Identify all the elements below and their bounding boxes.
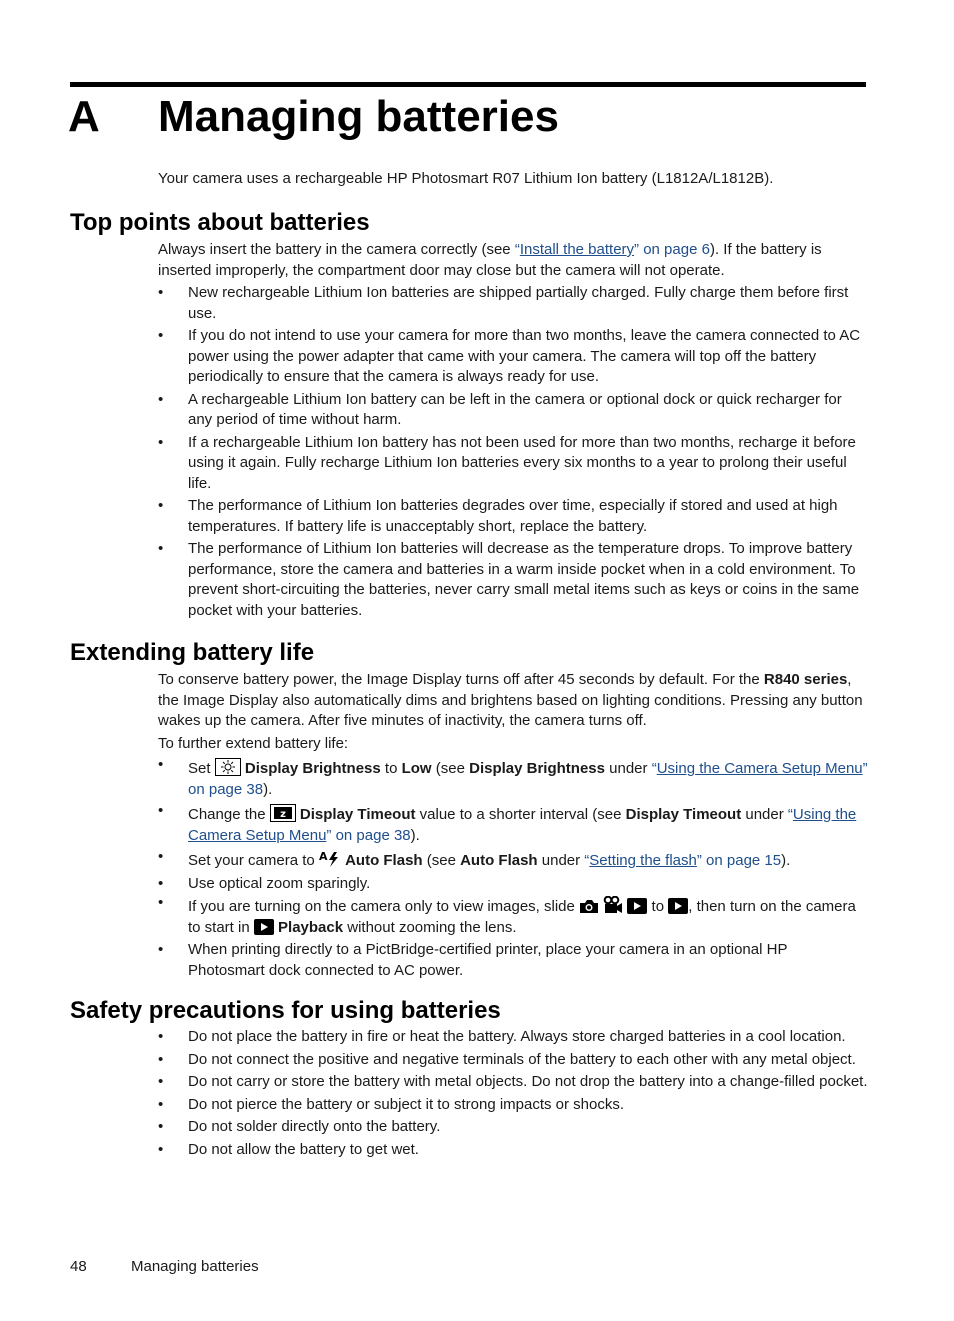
chapter-letter: A [68, 92, 100, 141]
list-item: • Set your camera to A Auto Flash (see Auto Flash under “Setting the flash” on page 15). [158, 850, 868, 872]
list-item: • If a rechargeable Lithium Ion battery has not been used for more than two months, recharge it before using it again. Fully recharge Lithium Ion batteries every six months to a year to prolong their useful life. [158, 433, 868, 495]
list-item: • Set Display Brightness to Low (see Display Brightness under “Using the Camera Setup Menu” on page 38). [158, 758, 868, 800]
link-install-battery[interactable]: Install the battery [519, 241, 635, 258]
top-points-list [158, 283, 868, 621]
list-item: • Use optical zoom sparingly. [158, 874, 868, 895]
display-brightness-icon [215, 758, 241, 776]
extending-list [158, 758, 868, 981]
link-camera-setup-menu[interactable]: Using the Camera Setup Menu [188, 806, 857, 844]
list-item: • The performance of Lithium Ion batteries will decrease as the temperature drops. To improve battery performance, store the camera and batteries in a warm inside pocket when in a cold environment. To prevent short-circuiting the batteries, never carry small metal items such as keys or coins in the same pocket with your batteries. [158, 539, 868, 621]
list-item: • The performance of Lithium Ion batteries degrades over time, especially if stored and used at high temperatures. If battery life is unacceptably short, replace the battery. [158, 496, 868, 537]
list-item: • If you do not intend to use your camera for more than two months, leave the camera connected to AC power using the power adapter that came with your camera. The camera will top off the battery periodically to ensure that the camera is always ready for use. [158, 326, 868, 388]
footer-section-title: Managing batteries [131, 1258, 259, 1275]
heading-safety: Safety precautions for using batteries [70, 997, 501, 1024]
display-timeout-icon [270, 804, 296, 822]
video-icon [603, 896, 623, 914]
list-item: • Do not connect the positive and negative terminals of the battery to each other with any metal object. [158, 1050, 868, 1071]
list-item: • Do not pierce the battery or subject it to strong impacts or shocks. [158, 1095, 868, 1116]
list-item: • Do not carry or store the battery with metal objects. Do not drop the battery into a change-filled pocket. [158, 1072, 868, 1093]
svg-text:A: A [318, 850, 328, 863]
list-item: • When printing directly to a PictBridge-certified printer, place your camera in an optional HP Photosmart dock connected to AC power. [158, 940, 868, 981]
list-item: • A rechargeable Lithium Ion battery can be left in the camera or optional dock or quick recharger for any period of time without harm. [158, 390, 868, 431]
intro-paragraph: Your camera uses a rechargeable HP Photosmart R07 Lithium Ion battery (L1812A/L1812B). [158, 170, 774, 187]
list-item: • Do not place the battery in fire or heat the battery. Always store charged batteries in a cool location. [158, 1027, 868, 1048]
safety-list [158, 1027, 868, 1160]
safety-section [158, 1025, 868, 1160]
playback-icon [627, 898, 647, 914]
chapter-title [68, 90, 559, 144]
chapter-rule [70, 82, 866, 87]
top-points-paragraph: Always insert the battery in the camera correctly (see “Install the battery” on page 6). If the battery is inserted improperly, the compartment door may close but the camera will not operate. [158, 241, 822, 279]
link-camera-setup-menu[interactable]: Using the Camera Setup Menu [656, 760, 863, 777]
auto-flash-icon [319, 850, 341, 868]
list-item: • Do not solder directly onto the battery. [158, 1117, 868, 1138]
link-setting-flash[interactable]: Setting the flash [589, 852, 697, 869]
page-number: 48 [70, 1258, 87, 1275]
playback-icon [668, 898, 688, 914]
heading-extending: Extending battery life [70, 639, 315, 666]
list-item: • If you are turning on the camera only to view images, slide to , then turn on the camera to start in Playback without zooming the lens. [158, 896, 868, 938]
camera-icon [579, 898, 599, 914]
chapter-title-text: Managing batteries [158, 92, 559, 141]
list-item: • Change the z Display Timeout value to a shorter interval (see Display Timeout under “Using the Camera Setup Menu” on page 38). [158, 804, 868, 846]
extending-section [158, 670, 868, 981]
svg-text:z: z [279, 809, 286, 820]
top-points-section [158, 240, 868, 621]
playback-icon [254, 919, 274, 935]
extending-lead: To further extend battery life: [158, 734, 349, 752]
list-item: • New rechargeable Lithium Ion batteries are shipped partially charged. Fully charge them before first use. [158, 283, 868, 324]
extending-paragraph: To conserve battery power, the Image Display turns off after 45 seconds by default. For the R840 series, the Image Display also automatically dims and brightens based on lighting conditions. Pressing any button wakes up the camera. After five minutes of inactivity, the camera turns off. [158, 671, 863, 729]
list-item: • Do not allow the battery to get wet. [158, 1140, 868, 1161]
heading-top-points: Top points about batteries [70, 209, 370, 236]
